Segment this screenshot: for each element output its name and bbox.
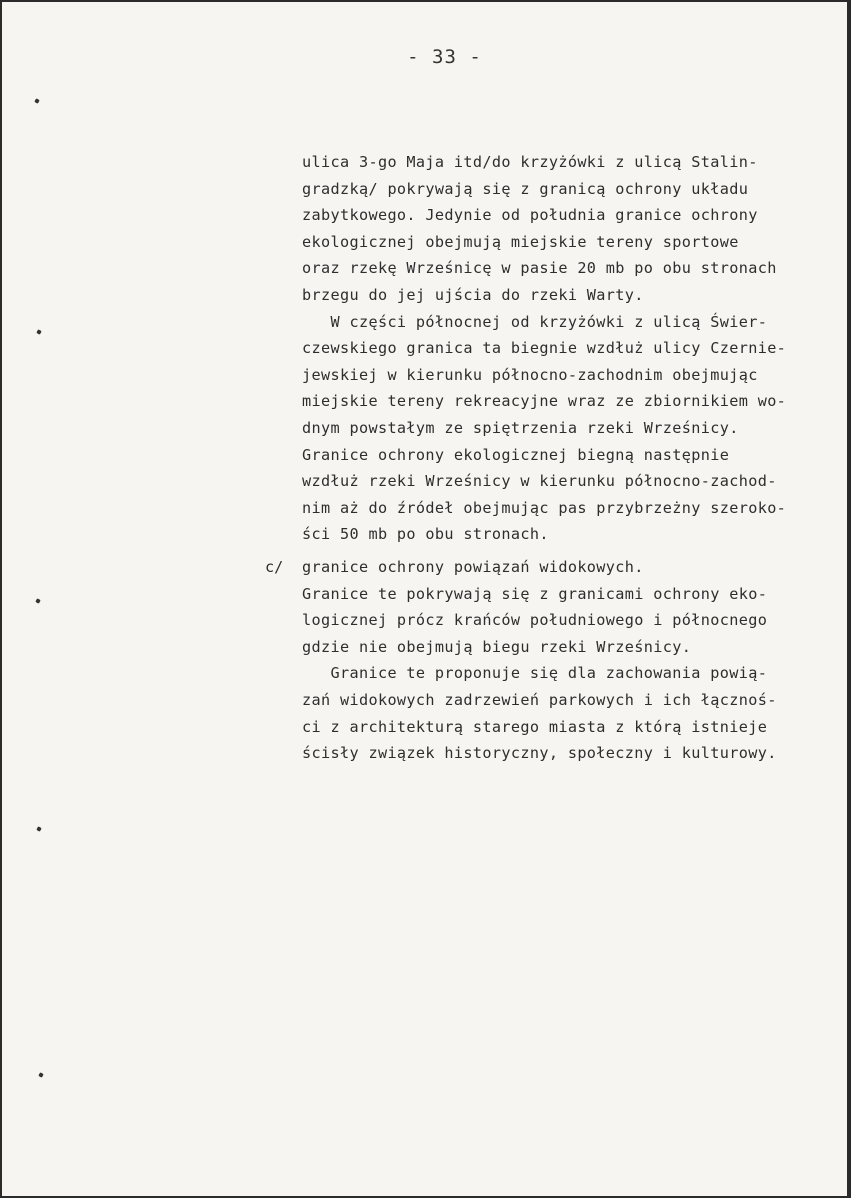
text-line: Granice te proponuje się dla zachowania powią- xyxy=(302,664,768,683)
text-line: gradzką/ pokrywają się z granicą ochrony układu xyxy=(302,179,749,198)
text-line: ści 50 mb po obu stronach. xyxy=(302,525,549,544)
text-line: granice ochrony powiązań widokowych. xyxy=(302,558,644,576)
text-line: ekologicznej obejmują miejskie tereny sportowe xyxy=(302,232,739,251)
scan-mark xyxy=(34,98,39,103)
text-line: logicznej prócz krańców południowego i północnego xyxy=(302,611,768,630)
scan-mark xyxy=(35,598,40,603)
text-line: jewskiej w kierunku północno-zachodnim obejmując xyxy=(302,365,758,384)
text-line: zań widokowych zadrzewień parkowych i ich łącznoś- xyxy=(302,690,777,709)
text-line: ścisły związek historyczny, społeczny i kulturowy. xyxy=(302,744,777,763)
page-number: - 33 - xyxy=(407,46,482,68)
paragraph-block-c xyxy=(302,554,837,767)
text-line: nim aż do źródeł obejmując pas przybrzeżny szeroko- xyxy=(302,498,787,517)
text-line: gdzie nie obejmują biegu rzeki Wrześnicy. xyxy=(302,637,692,656)
text-line: dnym powstałym ze spiętrzenia rzeki Wrześnicy. xyxy=(302,418,739,437)
text-line: oraz rzekę Wrześnicę w pasie 20 mb po obu stronach xyxy=(302,259,777,278)
text-line: miejskie tereny rekreacyjne wraz ze zbiornikiem wo- xyxy=(302,392,787,411)
text-line: zabytkowego. Jedynie od południa granice ochrony xyxy=(302,206,758,225)
section-label-c: c/ xyxy=(265,558,284,576)
text-line: ci z architekturą starego miasta z którą istnieje xyxy=(302,717,768,736)
scan-mark xyxy=(38,1072,43,1077)
text-line: Granice te pokrywają się z granicami ochrony eko- xyxy=(302,584,768,603)
scan-mark xyxy=(36,826,41,831)
paragraph-block-a xyxy=(302,149,837,548)
text-line: brzegu do jej ujścia do rzeki Warty. xyxy=(302,285,644,304)
text-line: W części północnej od krzyżówki z ulicą Świer- xyxy=(302,312,768,331)
text-line: czewskiego granica ta biegnie wzdłuż ulicy Czernie- xyxy=(302,339,787,358)
text-line: wzdłuż rzeki Wrześnicy w kierunku północno-zachod- xyxy=(302,472,777,491)
scan-mark xyxy=(36,329,41,334)
text-line: Granice ochrony ekologicznej biegną następnie xyxy=(302,445,730,464)
text-line: ulica 3-go Maja itd/do krzyżówki z ulicą Stalin- xyxy=(302,153,758,171)
